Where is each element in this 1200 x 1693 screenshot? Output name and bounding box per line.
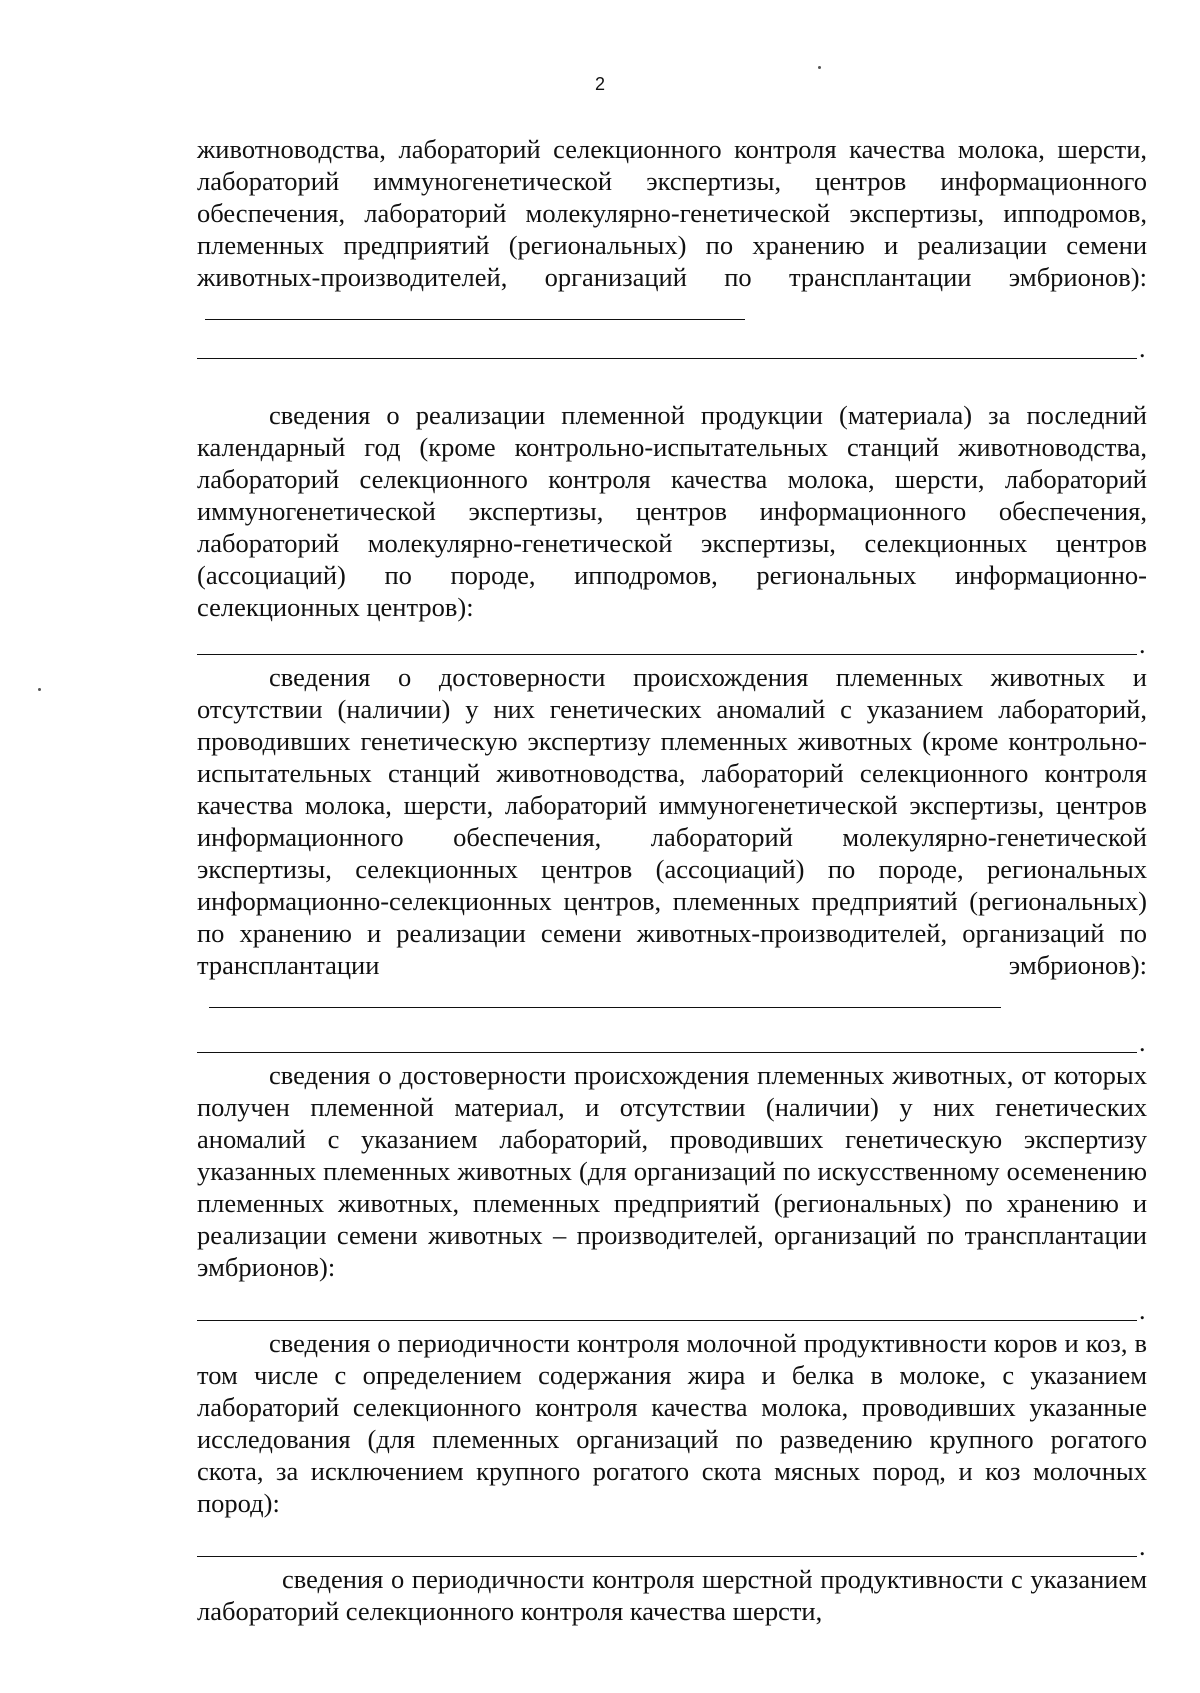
fill-in-line[interactable] — [197, 1021, 1147, 1057]
line-end-period: . — [1139, 1532, 1146, 1561]
fill-in-line[interactable] — [197, 623, 1147, 659]
paragraph-text: животноводства, лабораторий селекционного контроля качества молока, шерсти, лабораторий иммуногенетической экспертизы, центров информационного обеспечения, лабораторий молекулярно-генетической экспертизы, ипподромов, племенных предприятий (региональных) по хранению и реализации семени животных-производителей, организаций по трансплантации эмбрионов): — [197, 134, 1147, 292]
paragraph-continuation — [197, 133, 1147, 327]
page-number: 2 — [594, 74, 605, 94]
line-end-period: . — [1139, 1296, 1146, 1325]
paragraph-text: сведения о реализации племенной продукции (материала) за последний календарный год (кроме контрольно-испытательных станций животноводства, лабораторий селекционного контроля качества молока, шерсти, лабораторий иммуногенетической экспертизы, центров информационного обеспечения, лабораторий молекулярно-генетической экспертизы, селекционных центров (ассоциаций) по породе, ипподромов, региональных информационно-селекционных центров): — [197, 400, 1147, 622]
line-end-period: . — [1139, 630, 1146, 659]
scan-speck — [38, 688, 41, 691]
fill-in-line[interactable] — [197, 1289, 1147, 1325]
line-end-period: . — [1139, 334, 1146, 363]
underline-rule — [197, 1536, 1137, 1557]
underline-rule — [197, 1032, 1137, 1053]
paragraph-sales-info — [197, 399, 1147, 623]
paragraph-text: сведения о достоверности происхождения племенных животных, от которых получен племенной материал, и отсутствии (наличии) у них генетических аномалий с указанием лабораторий, проводивших генетическую экспертизу указанных племенных животных (для организаций по искусственному осеменению племенных животных, племенных предприятий (региональных) по хранению и реализации семени животных – производителей, организаций по трансплантации эмбрионов): — [197, 1060, 1147, 1282]
fill-in-field[interactable] — [209, 981, 1001, 1008]
document-body — [197, 133, 1147, 1627]
fill-in-line[interactable] — [197, 327, 1147, 363]
paragraph-wool-productivity — [197, 1563, 1147, 1627]
scan-speck — [818, 66, 821, 69]
paragraph-text: сведения о периодичности контроля молочной продуктивности коров и коз, в том числе с определением содержания жира и белка в молоке, с указанием лабораторий селекционного контроля качества молока, проводивших указанные исследования (для племенных организаций по разведению крупного рогатого скота, за исключением крупного рогатого скота мясных пород, и коз молочных пород): — [197, 1328, 1147, 1518]
paragraph-milk-productivity — [197, 1327, 1147, 1519]
paragraph-text: сведения о периодичности контроля шерстной продуктивности с указанием лабораторий селекционного контроля качества шерсти, — [197, 1564, 1147, 1626]
fill-in-line[interactable] — [197, 1525, 1147, 1561]
paragraph-breeding-material-origin — [197, 1059, 1147, 1283]
paragraph-text: сведения о достоверности происхождения племенных животных и отсутствии (наличии) у них генетических аномалий с указанием лабораторий, проводивших генетическую экспертизу племенных животных (кроме контрольно-испытательных станций животноводства, лабораторий селекционного контроля качества молока, шерсти, лабораторий иммуногенетической экспертизы, центров информационного обеспечения, лабораторий молекулярно-генетической экспертизы, селекционных центров (ассоциаций) по породе, региональных информационно-селекционных центров, племенных предприятий (региональных) по хранению и реализации семени животных-производителей, организаций по трансплантации эмбрионов): — [197, 662, 1147, 980]
paragraph-origin-reliability — [197, 661, 1147, 1015]
underline-rule — [197, 634, 1137, 655]
underline-rule — [197, 1300, 1137, 1321]
underline-rule — [197, 338, 1137, 359]
fill-in-field[interactable] — [205, 293, 745, 320]
line-end-period: . — [1139, 1028, 1146, 1057]
